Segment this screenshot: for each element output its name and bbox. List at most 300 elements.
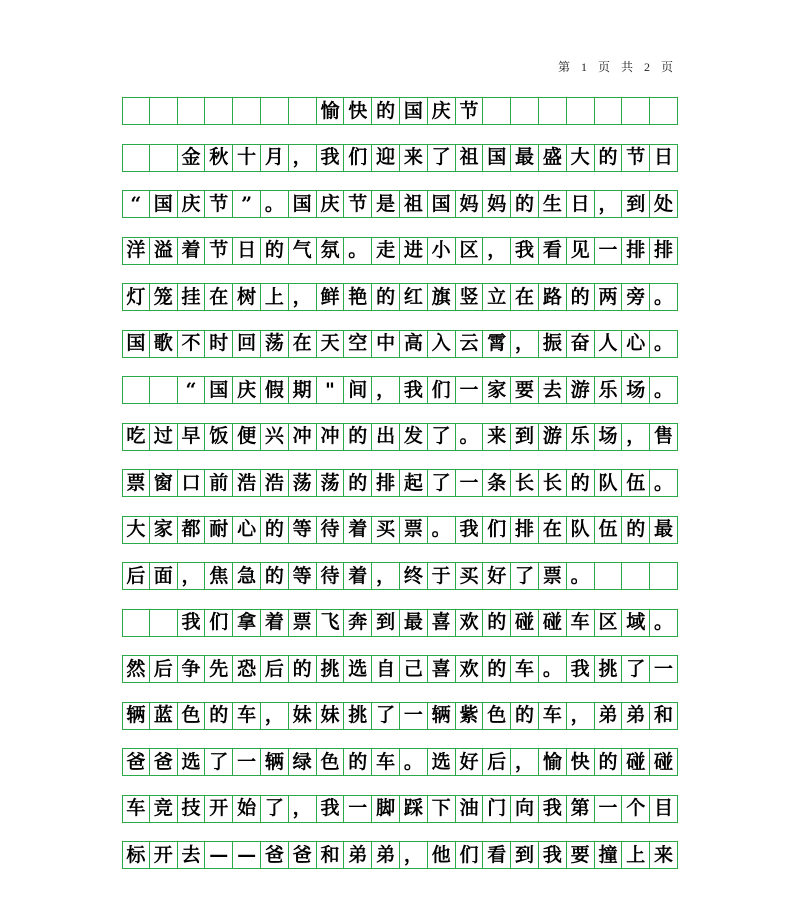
grid-cell: 好 (483, 563, 511, 589)
grid-cell: 灯 (122, 284, 150, 310)
grid-cell: 人 (595, 331, 623, 357)
grid-cell: 最 (400, 610, 428, 636)
grid-cell: 急 (233, 563, 261, 589)
grid-cell: 。 (428, 517, 456, 543)
grid-cell: 节 (622, 145, 650, 171)
grid-cell: 日 (233, 238, 261, 264)
grid-cell: 的 (511, 703, 539, 729)
grid-cell: ， (511, 749, 539, 775)
grid-cell: 技 (178, 796, 206, 822)
grid-cell: 然 (122, 656, 150, 682)
grid-cell: 家 (483, 377, 511, 403)
grid-cell: 节 (205, 191, 233, 217)
grid-cell: ， (372, 563, 400, 589)
grid-cell: 一 (233, 749, 261, 775)
grid-cell: 们 (483, 517, 511, 543)
grid-cell: 车 (539, 703, 567, 729)
grid-cell: ， (178, 563, 206, 589)
grid-cell: 始 (233, 796, 261, 822)
grid-cell (650, 563, 678, 589)
grid-cell: 荡 (261, 331, 289, 357)
grid-cell: ， (483, 238, 511, 264)
essay-line-row (122, 190, 678, 218)
grid-cell: 碰 (539, 610, 567, 636)
grid-cell: 飞 (317, 610, 345, 636)
grid-cell: 气 (289, 238, 317, 264)
grid-cell: 于 (428, 563, 456, 589)
grid-cell: 月 (261, 145, 289, 171)
grid-cell: 发 (400, 424, 428, 450)
grid-cell: 快 (344, 98, 372, 124)
grid-cell: 紫 (456, 703, 484, 729)
essay-line-row (122, 655, 678, 683)
essay-line-row (122, 841, 678, 869)
grid-cell: 游 (567, 377, 595, 403)
grid-cell (261, 98, 289, 124)
grid-cell: 过 (150, 424, 178, 450)
grid-cell: 着 (344, 563, 372, 589)
grid-cell: 前 (205, 470, 233, 496)
grid-cell: 国 (400, 98, 428, 124)
grid-cell: 妈 (483, 191, 511, 217)
grid-cell: 祖 (456, 145, 484, 171)
grid-cell: 回 (233, 331, 261, 357)
grid-cell: 后 (122, 563, 150, 589)
grid-cell: 个 (622, 796, 650, 822)
grid-cell: 排 (372, 470, 400, 496)
grid-cell: 的 (595, 749, 623, 775)
grid-cell: 着 (344, 517, 372, 543)
grid-cell: ， (289, 145, 317, 171)
grid-cell: 欢 (456, 656, 484, 682)
grid-cell (483, 98, 511, 124)
grid-cell: 争 (178, 656, 206, 682)
grid-cell: 排 (650, 238, 678, 264)
grid-cell: 来 (650, 842, 678, 868)
grid-cell: 霄 (483, 331, 511, 357)
grid-cell: 国 (428, 191, 456, 217)
grid-cell: 红 (400, 284, 428, 310)
grid-cell: ， (595, 191, 623, 217)
grid-cell: 的 (261, 563, 289, 589)
grid-cell: 了 (372, 703, 400, 729)
grid-cell: 节 (205, 238, 233, 264)
grid-cell: 的 (622, 517, 650, 543)
grid-cell: 假 (261, 377, 289, 403)
grid-cell: 爸 (261, 842, 289, 868)
grid-cell: 的 (372, 284, 400, 310)
grid-cell: 盛 (539, 145, 567, 171)
grid-cell (150, 98, 178, 124)
grid-cell: 吃 (122, 424, 150, 450)
grid-cell: 奋 (567, 331, 595, 357)
grid-cell: 到 (622, 191, 650, 217)
grid-cell (150, 377, 178, 403)
grid-cell: 拿 (233, 610, 261, 636)
grid-cell: 荡 (317, 470, 345, 496)
grid-cell: 到 (511, 424, 539, 450)
grid-cell: 。 (650, 284, 678, 310)
grid-cell: 的 (483, 656, 511, 682)
grid-cell: 们 (428, 377, 456, 403)
grid-cell: 祖 (400, 191, 428, 217)
grid-cell: 撞 (595, 842, 623, 868)
grid-cell: 一 (650, 656, 678, 682)
grid-cell: 走 (372, 238, 400, 264)
grid-cell: 在 (205, 284, 233, 310)
essay-line-row (122, 423, 678, 451)
grid-cell: 出 (372, 424, 400, 450)
essay-line-row (122, 702, 678, 730)
grid-cell: 后 (261, 656, 289, 682)
grid-cell: 生 (539, 191, 567, 217)
grid-cell: 浩 (261, 470, 289, 496)
grid-cell: 的 (567, 284, 595, 310)
grid-cell: 。 (650, 470, 678, 496)
grid-cell: 一 (456, 470, 484, 496)
grid-cell: 着 (178, 238, 206, 264)
essay-line-row (122, 562, 678, 590)
grid-cell (650, 98, 678, 124)
grid-cell: 庆 (178, 191, 206, 217)
grid-cell: 弟 (595, 703, 623, 729)
grid-cell: 碰 (511, 610, 539, 636)
grid-cell: 车 (567, 610, 595, 636)
grid-cell (622, 563, 650, 589)
grid-cell: 耐 (205, 517, 233, 543)
grid-cell: 了 (428, 424, 456, 450)
grid-cell: ， (261, 703, 289, 729)
grid-cell: 国 (205, 377, 233, 403)
grid-cell: 竞 (150, 796, 178, 822)
grid-cell: 后 (483, 749, 511, 775)
grid-cell: 色 (483, 703, 511, 729)
grid-cell: ， (622, 424, 650, 450)
grid-cell: 。 (650, 610, 678, 636)
grid-cell: 愉 (539, 749, 567, 775)
grid-cell: 不 (178, 331, 206, 357)
grid-cell: 辆 (428, 703, 456, 729)
grid-cell: — (205, 842, 233, 868)
grid-cell: 便 (233, 424, 261, 450)
grid-cell: 喜 (428, 656, 456, 682)
grid-cell: 了 (622, 656, 650, 682)
grid-cell: 我 (539, 842, 567, 868)
grid-cell: 乐 (567, 424, 595, 450)
grid-cell: 门 (483, 796, 511, 822)
grid-cell: 立 (483, 284, 511, 310)
grid-cell: 恐 (233, 656, 261, 682)
grid-cell: 挑 (317, 656, 345, 682)
grid-cell: 节 (344, 191, 372, 217)
grid-cell (622, 98, 650, 124)
essay-line-row (122, 748, 678, 776)
grid-cell: 。 (456, 424, 484, 450)
grid-cell: 最 (511, 145, 539, 171)
grid-cell: 票 (122, 470, 150, 496)
grid-cell: 的 (289, 656, 317, 682)
grid-cell: 要 (567, 842, 595, 868)
grid-cell: 伍 (622, 470, 650, 496)
essay-line-row (122, 795, 678, 823)
grid-cell: 歌 (150, 331, 178, 357)
grid-cell: ” (233, 191, 261, 217)
grid-cell: 秋 (205, 145, 233, 171)
grid-cell: 。 (344, 238, 372, 264)
grid-cell: 一 (400, 703, 428, 729)
grid-cell: 我 (456, 517, 484, 543)
grid-cell: 油 (456, 796, 484, 822)
grid-cell (178, 98, 206, 124)
grid-cell: 了 (511, 563, 539, 589)
grid-cell: 游 (539, 424, 567, 450)
grid-cell: 伍 (595, 517, 623, 543)
grid-cell: — (233, 842, 261, 868)
grid-cell: 起 (400, 470, 428, 496)
grid-cell: 的 (261, 238, 289, 264)
grid-cell: 队 (567, 517, 595, 543)
grid-cell: 场 (622, 377, 650, 403)
grid-cell (289, 98, 317, 124)
grid-cell: 去 (178, 842, 206, 868)
grid-cell (122, 610, 150, 636)
grid-cell (205, 98, 233, 124)
essay-line-row (122, 330, 678, 358)
grid-cell: 终 (400, 563, 428, 589)
grid-cell: 辆 (261, 749, 289, 775)
grid-cell: 面 (150, 563, 178, 589)
grid-cell: 鲜 (317, 284, 345, 310)
grid-cell: 着 (261, 610, 289, 636)
grid-cell: 色 (317, 749, 345, 775)
composition-grid-paper (122, 97, 678, 869)
grid-cell: ， (400, 842, 428, 868)
essay-line-row (122, 609, 678, 637)
grid-cell: 等 (289, 563, 317, 589)
grid-cell: 。 (650, 331, 678, 357)
essay-line-row (122, 516, 678, 544)
grid-cell: 云 (456, 331, 484, 357)
grid-cell: 振 (539, 331, 567, 357)
grid-cell (595, 563, 623, 589)
grid-cell: 他 (428, 842, 456, 868)
grid-cell: 喜 (428, 610, 456, 636)
grid-cell: 见 (567, 238, 595, 264)
grid-cell: 绿 (289, 749, 317, 775)
grid-cell: 开 (205, 796, 233, 822)
grid-cell: 在 (289, 331, 317, 357)
grid-cell: 。 (400, 749, 428, 775)
grid-cell: 心 (622, 331, 650, 357)
grid-cell: 浩 (233, 470, 261, 496)
grid-cell: 树 (233, 284, 261, 310)
grid-cell (511, 98, 539, 124)
grid-cell: 等 (289, 517, 317, 543)
grid-cell: 冲 (317, 424, 345, 450)
grid-cell: ， (289, 284, 317, 310)
grid-cell: 处 (650, 191, 678, 217)
grid-cell: " (317, 377, 345, 403)
grid-cell: 中 (372, 331, 400, 357)
grid-cell: 到 (372, 610, 400, 636)
grid-cell: 大 (567, 145, 595, 171)
grid-cell: 快 (567, 749, 595, 775)
grid-cell: 域 (622, 610, 650, 636)
grid-cell: 来 (400, 145, 428, 171)
grid-cell (150, 610, 178, 636)
grid-cell: 队 (595, 470, 623, 496)
grid-cell: 国 (150, 191, 178, 217)
grid-cell: ， (511, 331, 539, 357)
grid-cell: 长 (511, 470, 539, 496)
grid-cell: 的 (344, 749, 372, 775)
grid-cell: 节 (456, 98, 484, 124)
grid-cell: 荡 (289, 470, 317, 496)
grid-cell: 车 (122, 796, 150, 822)
grid-cell: 的 (483, 610, 511, 636)
grid-cell: 一 (595, 238, 623, 264)
grid-cell: 我 (400, 377, 428, 403)
page-number-indicator: 第 1 页 共 2 页 (557, 60, 677, 74)
grid-cell: 我 (511, 238, 539, 264)
grid-cell: 弟 (622, 703, 650, 729)
grid-cell: 时 (205, 331, 233, 357)
grid-cell: 了 (205, 749, 233, 775)
grid-cell: 心 (233, 517, 261, 543)
grid-cell: 是 (372, 191, 400, 217)
grid-cell: 要 (511, 377, 539, 403)
grid-cell: 弟 (344, 842, 372, 868)
grid-cell: 小 (428, 238, 456, 264)
grid-cell: 空 (344, 331, 372, 357)
essay-line-row (122, 376, 678, 404)
grid-cell: 的 (344, 424, 372, 450)
grid-cell: 和 (650, 703, 678, 729)
grid-cell (539, 98, 567, 124)
grid-cell: 日 (567, 191, 595, 217)
grid-cell: 车 (233, 703, 261, 729)
grid-cell: 挑 (595, 656, 623, 682)
grid-cell: 后 (150, 656, 178, 682)
grid-cell: 家 (150, 517, 178, 543)
grid-cell: 我 (539, 796, 567, 822)
grid-cell: 到 (511, 842, 539, 868)
grid-cell: 开 (150, 842, 178, 868)
grid-cell: 弟 (372, 842, 400, 868)
grid-cell: 先 (205, 656, 233, 682)
grid-cell: 愉 (317, 98, 345, 124)
grid-cell: 己 (400, 656, 428, 682)
grid-cell: 在 (511, 284, 539, 310)
grid-cell: 车 (511, 656, 539, 682)
grid-cell: 的 (595, 145, 623, 171)
grid-cell: 排 (511, 517, 539, 543)
grid-cell: 碰 (622, 749, 650, 775)
grid-cell: 上 (261, 284, 289, 310)
grid-cell: “ (178, 377, 206, 403)
grid-cell: 旗 (428, 284, 456, 310)
grid-cell: 区 (595, 610, 623, 636)
essay-title-row (122, 97, 678, 125)
grid-cell: 脚 (372, 796, 400, 822)
grid-cell: 来 (483, 424, 511, 450)
grid-cell: 了 (428, 145, 456, 171)
grid-cell: 国 (289, 191, 317, 217)
grid-cell: 。 (261, 191, 289, 217)
grid-cell: 乐 (595, 377, 623, 403)
grid-cell: 看 (483, 842, 511, 868)
grid-cell: 好 (456, 749, 484, 775)
grid-cell: 待 (317, 563, 345, 589)
grid-cell: 窗 (150, 470, 178, 496)
grid-cell: 长 (539, 470, 567, 496)
grid-cell: 兴 (261, 424, 289, 450)
grid-cell: 金 (178, 145, 206, 171)
grid-cell: 入 (428, 331, 456, 357)
grid-cell: 庆 (317, 191, 345, 217)
grid-cell: 洋 (122, 238, 150, 264)
grid-cell: 选 (344, 656, 372, 682)
grid-cell: 的 (344, 470, 372, 496)
grid-cell: 标 (122, 842, 150, 868)
grid-cell: 爸 (122, 749, 150, 775)
grid-cell: 选 (178, 749, 206, 775)
grid-cell: 进 (400, 238, 428, 264)
grid-cell: 下 (428, 796, 456, 822)
grid-cell: 了 (428, 470, 456, 496)
grid-cell: 溢 (150, 238, 178, 264)
grid-cell: 。 (539, 656, 567, 682)
grid-cell: 第 (567, 796, 595, 822)
grid-cell: 一 (344, 796, 372, 822)
grid-cell: 冲 (289, 424, 317, 450)
grid-cell: 饭 (205, 424, 233, 450)
grid-cell: 车 (372, 749, 400, 775)
grid-cell (595, 98, 623, 124)
grid-cell: 两 (595, 284, 623, 310)
grid-cell: 买 (372, 517, 400, 543)
grid-cell: ， (289, 796, 317, 822)
grid-cell: 一 (595, 796, 623, 822)
grid-cell: 挂 (178, 284, 206, 310)
grid-cell: 的 (261, 517, 289, 543)
grid-cell: 的 (567, 470, 595, 496)
grid-cell (122, 145, 150, 171)
essay-line-row (122, 469, 678, 497)
grid-cell: 高 (400, 331, 428, 357)
grid-cell: 挑 (344, 703, 372, 729)
grid-cell: 色 (178, 703, 206, 729)
grid-cell: 爸 (150, 749, 178, 775)
grid-cell: 早 (178, 424, 206, 450)
grid-cell: 妈 (456, 191, 484, 217)
grid-cell: 辆 (122, 703, 150, 729)
grid-cell: 欢 (456, 610, 484, 636)
grid-cell (567, 98, 595, 124)
grid-cell: 蓝 (150, 703, 178, 729)
grid-cell: 国 (122, 331, 150, 357)
grid-cell: 们 (205, 610, 233, 636)
essay-line-row (122, 237, 678, 265)
grid-cell: 焦 (205, 563, 233, 589)
grid-cell: 向 (511, 796, 539, 822)
grid-cell: 和 (317, 842, 345, 868)
grid-cell: 最 (650, 517, 678, 543)
grid-cell: 票 (289, 610, 317, 636)
grid-cell: 场 (595, 424, 623, 450)
grid-cell: 的 (372, 98, 400, 124)
grid-cell: 了 (261, 796, 289, 822)
